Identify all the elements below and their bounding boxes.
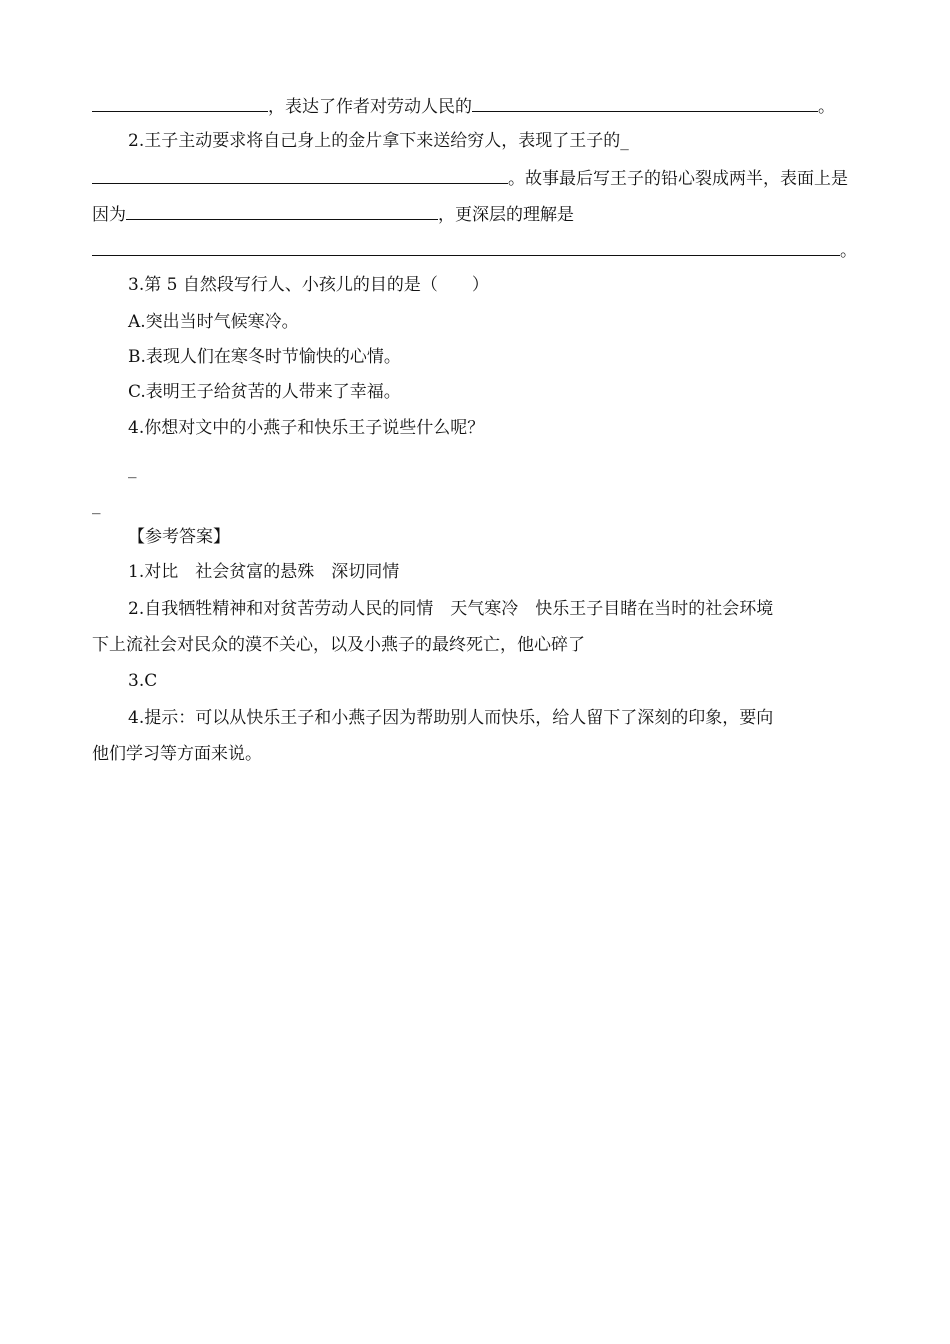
answer-1: 1.对比 社会贫富的悬殊 深切同情 xyxy=(128,562,400,582)
answer-4-line-1: 4.提示：可以从快乐王子和小燕子因为帮助别人而快乐，给人留下了深刻的印象，要向 xyxy=(128,708,774,728)
q2-line-4-end: 。 xyxy=(840,241,857,261)
q2-line-1: 2.王子主动要求将自己身上的金片拿下来送给穷人，表现了王子的_ xyxy=(128,131,629,151)
q4-stem: 4.你想对文中的小燕子和快乐王子说些什么呢？ xyxy=(128,418,485,438)
answer-3: 3.C xyxy=(128,671,158,691)
q1-blank-2[interactable] xyxy=(472,94,818,112)
q1-blank-1[interactable] xyxy=(92,94,268,112)
q2-blank-3[interactable] xyxy=(92,238,840,256)
q3-stem: 3.第 5 自然段写行人、小孩儿的目的是（ ） xyxy=(128,275,489,295)
q4-answer-line-1[interactable]: _ xyxy=(128,459,137,479)
q2-blank-2[interactable] xyxy=(126,202,438,220)
q2-line-2 xyxy=(92,166,848,190)
answer-4-line-2: 他们学习等方面来说。 xyxy=(92,744,262,764)
answer-2-line-2: 下上流社会对民众的漠不关心，以及小燕子的最终死亡，他心碎了 xyxy=(92,635,585,655)
q2-blank-1[interactable] xyxy=(92,166,508,184)
q4-answer-line-2[interactable]: _ xyxy=(92,495,101,515)
q2-line-3 xyxy=(92,202,574,226)
q2-line-4 xyxy=(92,238,857,262)
answer-2-line-1: 2.自我牺牲精神和对贫苦劳动人民的同情 天气寒冷 快乐王子目睹在当时的社会环境 xyxy=(128,599,774,619)
q2-line-3-start: 因为 xyxy=(92,205,126,225)
q2-line-2-text: 。故事最后写王子的铅心裂成两半，表面上是 xyxy=(508,169,848,189)
q2-line-3-end: ，更深层的理解是 xyxy=(438,205,574,225)
q3-option-a: A.突出当时气候寒冷。 xyxy=(128,312,299,332)
q3-option-c: C.表明王子给贫苦的人带来了幸福。 xyxy=(128,382,401,402)
q1-answer-line xyxy=(92,94,835,118)
q1-text-end: 。 xyxy=(818,97,835,117)
q3-option-b: B.表现人们在寒冬时节愉快的心情。 xyxy=(128,347,401,367)
q1-text-mid: ，表达了作者对劳动人民的 xyxy=(268,97,472,117)
answers-heading: 【参考答案】 xyxy=(128,527,230,547)
